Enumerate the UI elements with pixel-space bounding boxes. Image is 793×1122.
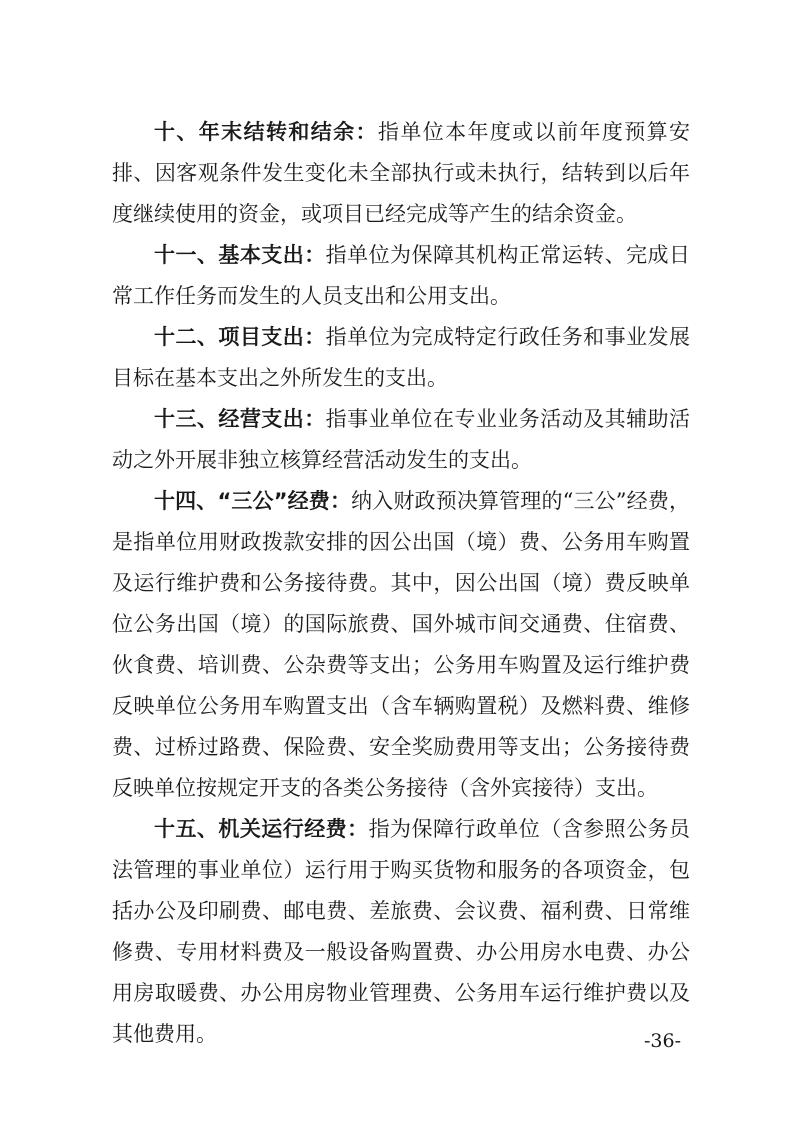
paragraph-project-expenditure xyxy=(112,317,690,399)
term-definition: 指为保障行政单位（含参照公务员法管理的事业单位）运行用于购买货物和服务的各项资金，包括办公及印刷费、邮电费、差旅费、会议费、福利费、日常维修费、专用材料费及一般设备购置费、办公用房水电费、办公用房取暖费、办公用房物业管理费、公务用车运行维护费以及其他费用。 xyxy=(112,817,691,1046)
term-heading: 十一、基本支出： xyxy=(154,243,326,267)
document-body xyxy=(112,112,690,1055)
term-heading: 十二、项目支出： xyxy=(154,325,326,349)
term-definition: 指单位本年度或以前年度预算安排、因客观条件发生变化未全部执行或未执行，结转到以后年度继续使用的资金，或项目已经完成等产生的结余资金。 xyxy=(112,120,691,226)
paragraph-basic-expenditure xyxy=(112,235,690,317)
term-heading: 十、年末结转和结余： xyxy=(154,120,378,144)
page-number: -36- xyxy=(643,1030,681,1052)
paragraph-agency-operating-funds xyxy=(112,809,690,1055)
paragraph-three-public-expenses xyxy=(112,481,690,809)
term-heading: 十三、经营支出： xyxy=(154,407,326,431)
paragraph-year-end-carryover xyxy=(112,112,690,235)
term-heading: 十四、“三公”经费： xyxy=(154,489,352,513)
term-heading: 十五、机关运行经费： xyxy=(154,817,369,841)
paragraph-operating-expenditure xyxy=(112,399,690,481)
term-definition: 指单位为保障其机构正常运转、完成日常工作任务而发生的人员支出和公用支出。 xyxy=(112,243,691,308)
term-definition: 纳入财政预决算管理的“三公”经费，是指单位用财政拨款安排的因公出国（境）费、公务用车购置及运行维护费和公务接待费。其中，因公出国（境）费反映单位公务出国（境）的国际旅费、国外城市间交通费、住宿费、伙食费、培训费、公杂费等支出；公务用车购置及运行维护费反映单位公务用车购置支出（含车辆购置税）及燃料费、维修费、过桥过路费、保险费、安全奖励费用等支出；公务接待费反映单位按规定开支的各类公务接待（含外宾接待）支出。 xyxy=(112,489,690,800)
term-definition: 指单位为完成特定行政任务和事业发展目标在基本支出之外所发生的支出。 xyxy=(112,325,691,390)
term-definition: 指事业单位在专业业务活动及其辅助活动之外开展非独立核算经营活动发生的支出。 xyxy=(112,407,691,472)
